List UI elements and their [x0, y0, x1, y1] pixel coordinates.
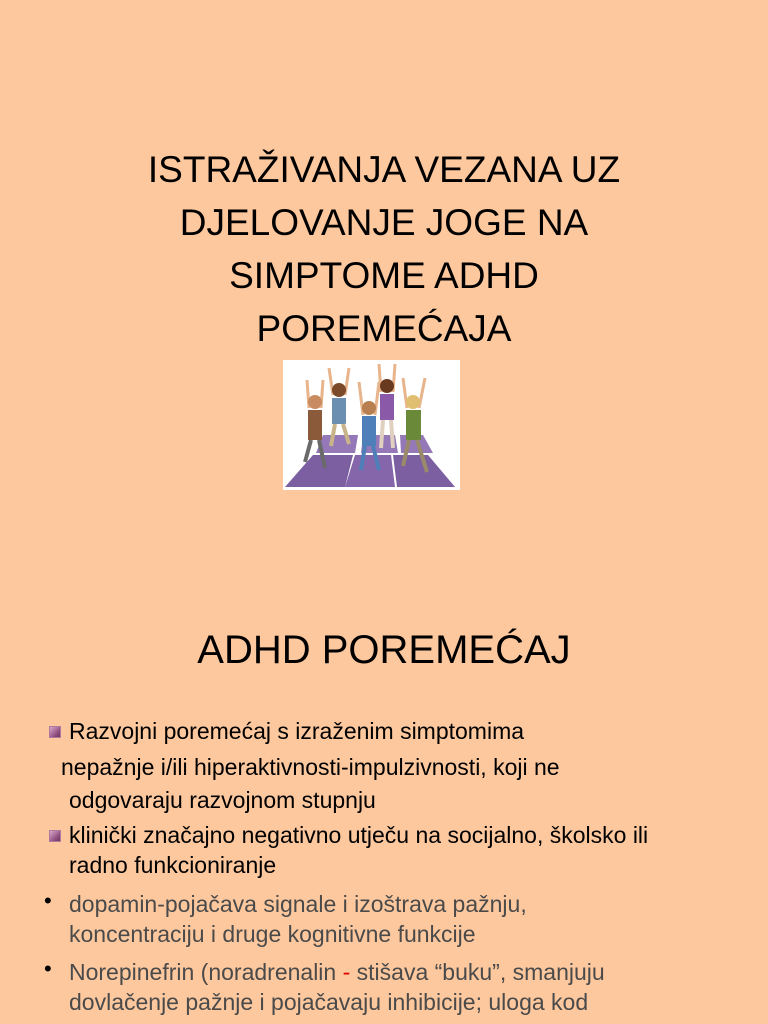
title-line: DJELOVANJE JOGE NA [179, 202, 589, 243]
bullet-text-line: Razvojni poremećaj s izraženim simptomima [69, 718, 525, 744]
bullet-text-line: nepažnje i/ili hiperaktivnosti-impulzivnosti, koji ne [61, 754, 560, 780]
children-yoga-photo-icon [283, 360, 460, 490]
bullet-text-line: dopamin-pojačava signale i izoštrava pažnju, [69, 891, 527, 917]
dot-bullet-icon: • [44, 956, 52, 981]
bullet-text-segment: stišava “buku”, smanjuju [350, 959, 605, 985]
bullet-text-segment: Norepinefrin (noradrenalin [69, 959, 343, 985]
bullet-text-line [69, 957, 605, 987]
dot-bullet-icon: • [44, 888, 52, 913]
title-line: ISTRAŽIVANJA VEZANA UZ [147, 149, 621, 190]
red-dash: - [342, 959, 351, 985]
bullet-text-line: radno funkcioniranje [69, 852, 277, 878]
slide1-title [0, 143, 768, 355]
bullet-text-line: koncentraciju i druge kognitivne funkcije [69, 921, 476, 947]
bullet-text-line: dovlačenje pažnje i pojačavaju inhibicije; uloga kod [69, 989, 589, 1015]
children-yoga-image [283, 360, 460, 490]
title-line: SIMPTOME ADHD [229, 255, 539, 296]
square-bullet-icon [49, 830, 61, 842]
slide2-title: ADHD POREMEĆAJ [197, 628, 571, 672]
bullet-text-line: odgovaraju razvojnom stupnju [69, 787, 376, 813]
bullet-text-line: klinički značajno negativno utječu na socijalno, školsko ili [69, 822, 649, 848]
square-bullet-icon [49, 726, 61, 738]
title-line: POREMEĆAJA [256, 308, 512, 349]
